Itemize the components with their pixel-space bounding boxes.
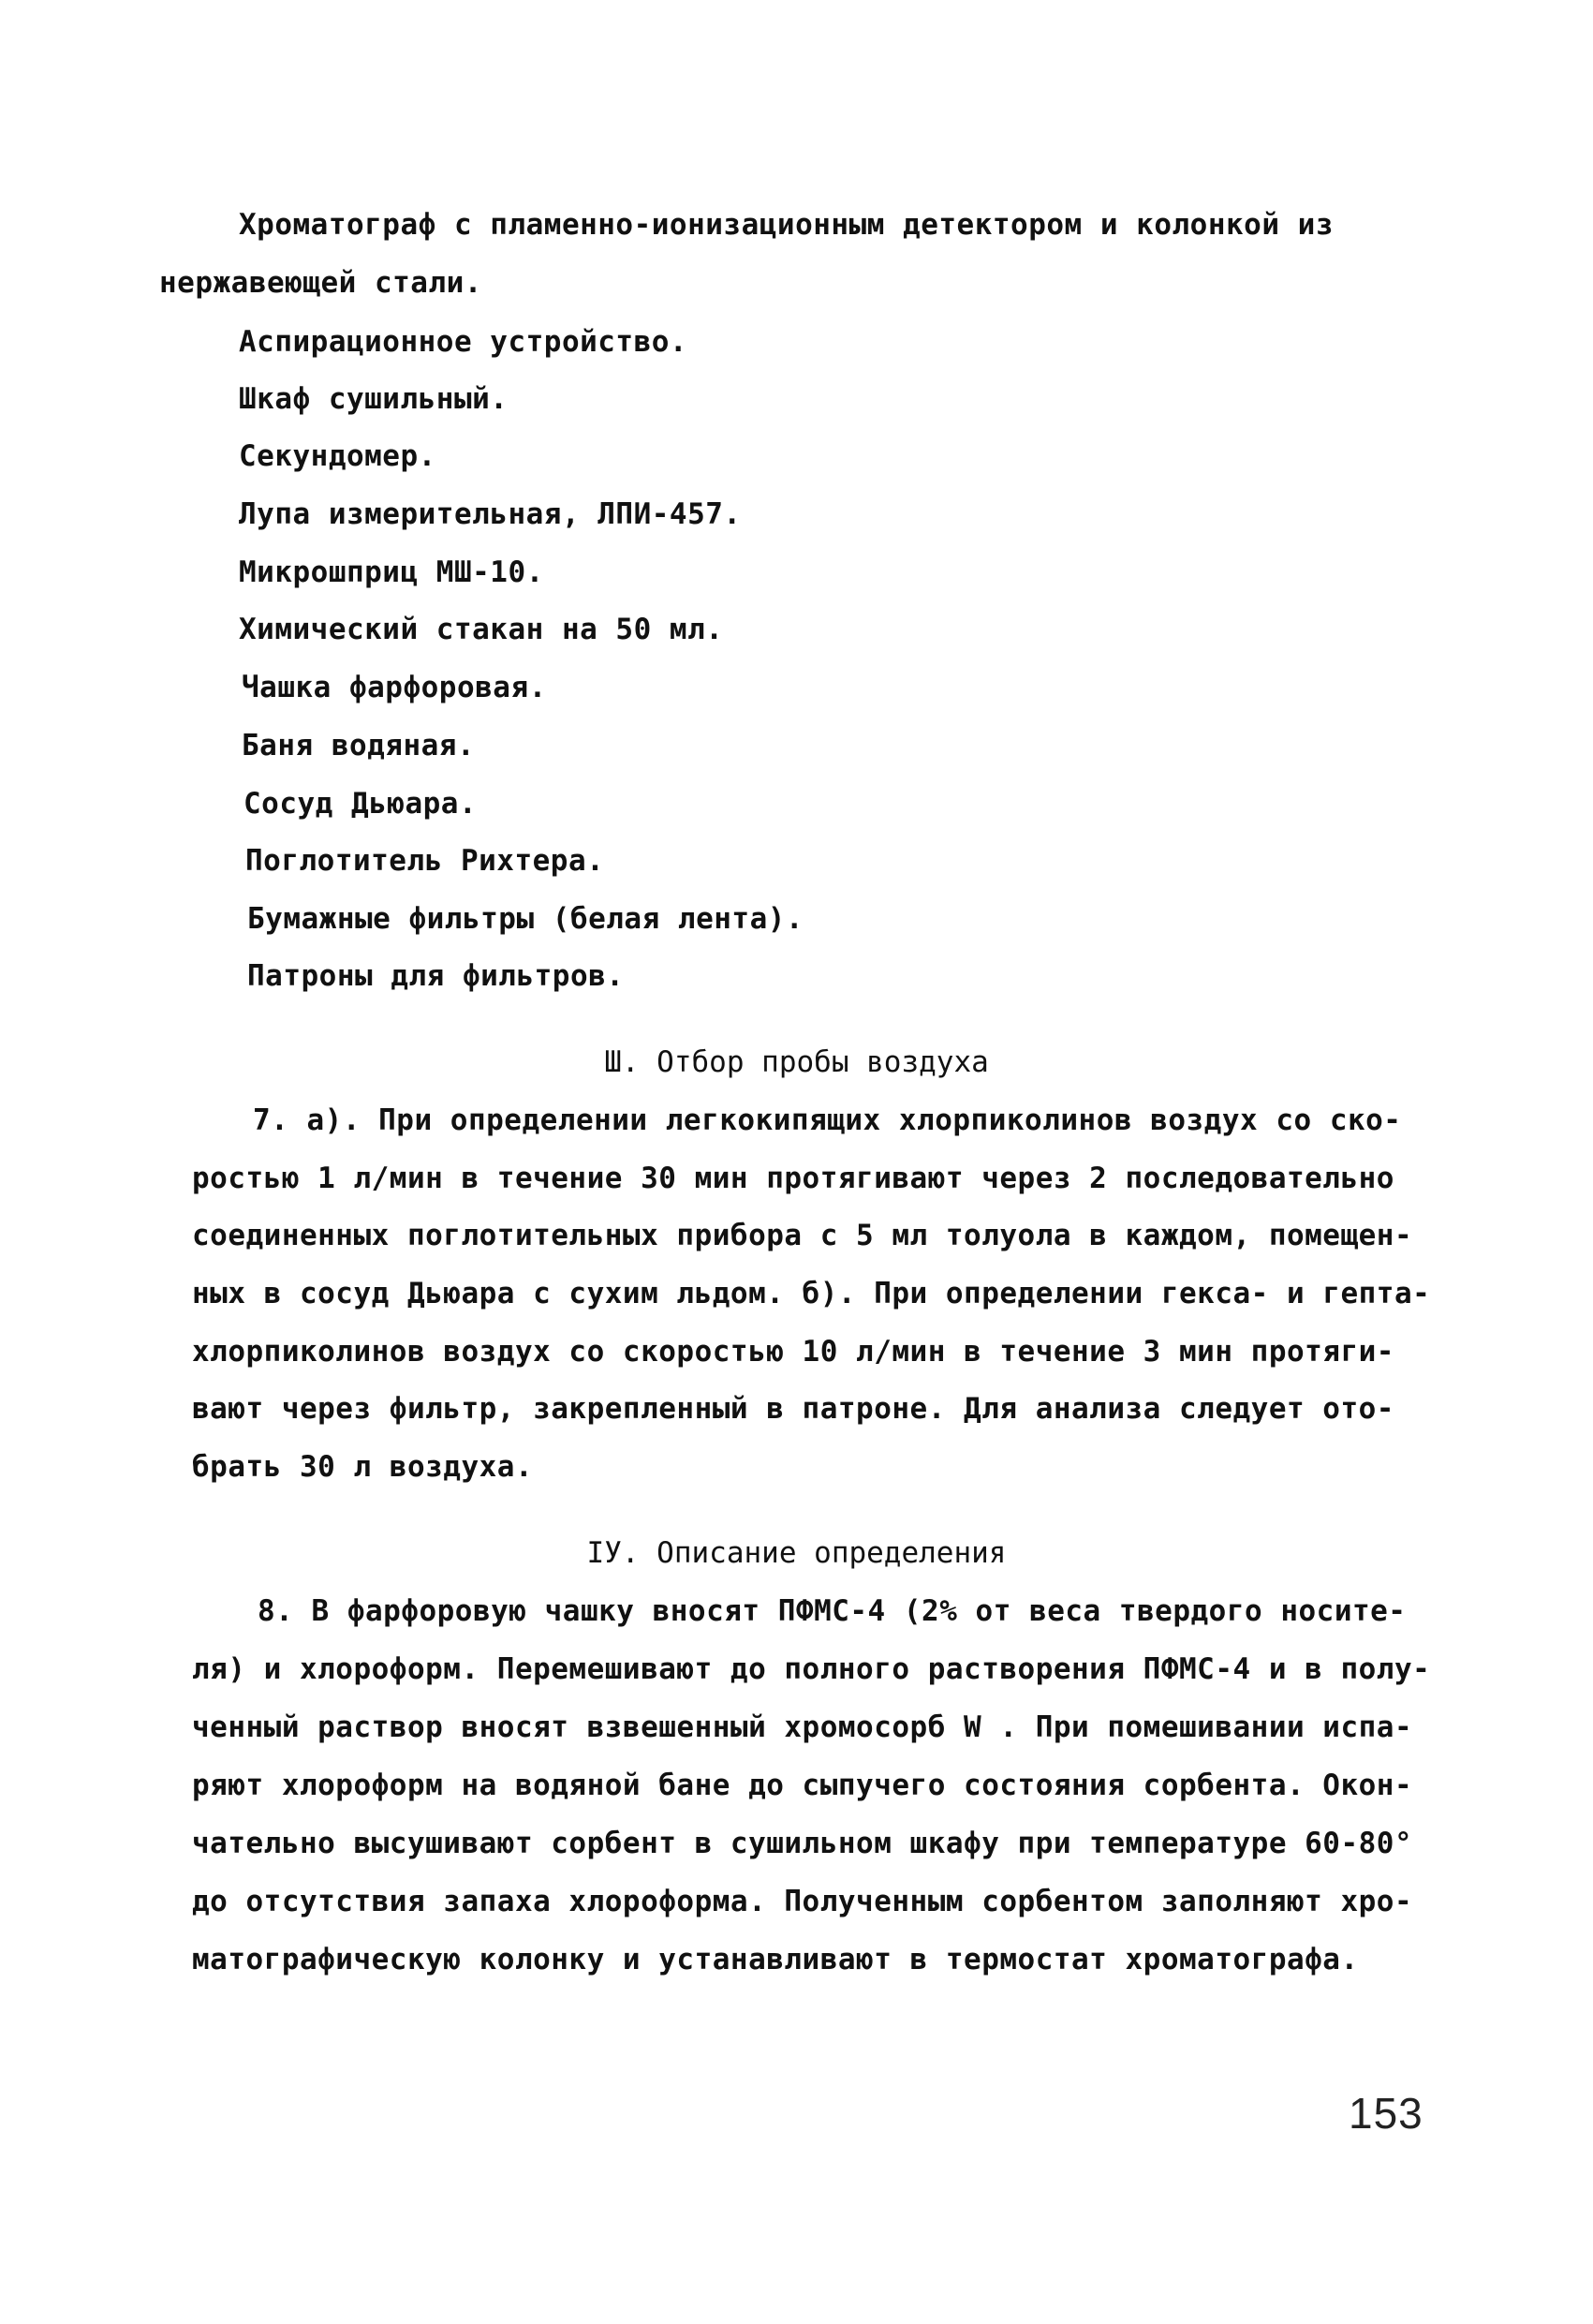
section-4-line: матографическую колонку и устанавливают в термостат хроматографа. — [192, 1943, 1359, 1976]
equipment-item: Чашка фарфоровая. — [242, 671, 547, 704]
equipment-item: Аспирационное устройство. — [239, 325, 688, 359]
section-4-line: 8. В фарфоровую чашку вносят ПФМС-4 (2% от веса твердого носите- — [258, 1594, 1407, 1628]
section-4-line: ряют хлороформ на водяной бане до сыпучего состояния сорбента. Окон- — [192, 1769, 1413, 1802]
equipment-item: Шкаф сушильный. — [239, 382, 509, 416]
page-number: 153 — [1349, 2089, 1423, 2138]
section-3-line: ростью 1 л/мин в течение 30 мин протягивают через 2 последовательно — [192, 1162, 1394, 1195]
equipment-item: Сосуд Дьюара. — [243, 787, 478, 821]
section-4-line: до отсутствия запаха хлороформа. Полученным сорбентом заполняют хро- — [192, 1885, 1413, 1918]
equipment-item: Патроны для фильтров. — [247, 959, 625, 993]
equipment-item: Поглотитель Рихтера. — [245, 844, 605, 878]
section-4-line: ля) и хлороформ. Перемешивают до полного растворения ПФМС-4 и в полу- — [192, 1652, 1431, 1686]
equipment-item: Химический стакан на 50 мл. — [239, 613, 724, 646]
section-3-line: брать 30 л воздуха. — [192, 1450, 534, 1484]
equipment-item: Микрошприц МШ-10. — [239, 555, 544, 589]
section-3-line: вают через фильтр, закрепленный в патроне. Для анализа следует ото- — [192, 1392, 1394, 1426]
section-4-heading: IУ. Описание определения — [586, 1536, 1007, 1570]
equipment-item: Бумажные фильтры (белая лента). — [247, 902, 804, 936]
section-4-line: чательно высушивают сорбент в сушильном шкафу при температуре 60-80° — [192, 1827, 1413, 1860]
section-3-line: соединенных поглотительных прибора с 5 мл толуола в каждом, помещен- — [192, 1219, 1413, 1252]
intro-line-1: Хроматограф с пламенно-ионизационным детектором и колонкой из — [239, 208, 1334, 242]
section-3-line: хлорпиколинов воздух со скоростью 10 л/мин в течение 3 мин протяги- — [192, 1335, 1394, 1369]
section-3-line: 7. а). При определении легкокипящих хлорпиколинов воздух со ско- — [253, 1103, 1402, 1137]
section-4-line: ченный раствор вносят взвешенный хромосорб W . При помешивании испа- — [192, 1710, 1413, 1744]
section-3-line: ных в сосуд Дьюара с сухим льдом. б). При определении гекса- и гепта- — [192, 1277, 1431, 1310]
equipment-item: Баня водяная. — [242, 729, 476, 762]
equipment-item: Лупа измерительная, ЛПИ-457. — [239, 497, 742, 531]
intro-line-2: нержавеющей стали. — [159, 266, 482, 300]
equipment-item: Секундомер. — [239, 439, 436, 473]
section-3-heading: Ш. Отбор пробы воздуха — [604, 1045, 989, 1079]
